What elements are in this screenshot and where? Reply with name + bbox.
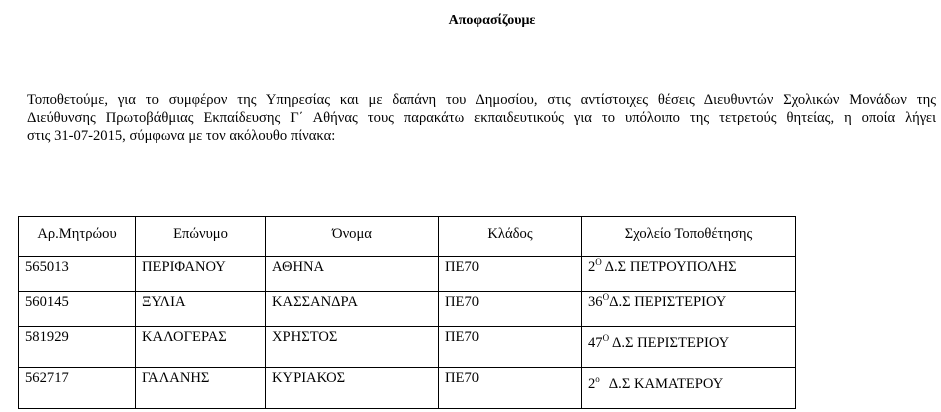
cell-branch: ΠΕ70 xyxy=(439,292,582,327)
header-branch: Κλάδος xyxy=(439,217,582,257)
table-header-row xyxy=(19,217,796,257)
cell-name: ΑΘΗΝΑ xyxy=(266,257,439,292)
cell-name: ΚΑΣΣΑΝΔΡΑ xyxy=(266,292,439,327)
school-number: 36 xyxy=(588,294,603,310)
school-number: 2 xyxy=(588,376,596,392)
school-ordinal: Ο xyxy=(602,333,610,343)
cell-surname: ΚΑΛΟΓΕΡΑΣ xyxy=(136,327,266,368)
header-name: Όνομα xyxy=(266,217,439,257)
table-row xyxy=(19,327,796,368)
cell-registry: 581929 xyxy=(19,327,136,368)
school-name: Δ.Σ ΠΕΤΡΟΥΠΟΛΗΣ xyxy=(604,259,737,275)
school-name: Δ.Σ ΠΕΡΙΣΤΕΡΙΟΥ xyxy=(611,335,730,351)
table-row xyxy=(19,368,796,409)
header-school: Σχολείο Τοποθέτησης xyxy=(582,217,796,257)
cell-registry: 562717 xyxy=(19,368,136,409)
school-ordinal: ο xyxy=(595,374,600,384)
school-number: 47 xyxy=(588,335,603,351)
cell-registry: 560145 xyxy=(19,292,136,327)
school-ordinal: Ο xyxy=(602,292,610,302)
cell-surname: ΞΥΛΙΑ xyxy=(136,292,266,327)
cell-branch: ΠΕ70 xyxy=(439,257,582,292)
cell-branch: ΠΕ70 xyxy=(439,368,582,409)
cell-school xyxy=(582,327,796,368)
placement-table xyxy=(18,216,796,409)
cell-school xyxy=(582,292,796,327)
cell-name: ΧΡΗΣΤΟΣ xyxy=(266,327,439,368)
school-number: 2 xyxy=(588,259,596,275)
cell-surname: ΓΑΛΑΝΗΣ xyxy=(136,368,266,409)
paragraph-line-1: Τοποθετούμε, για το συμφέρον της Υπηρεσίας και με δαπάνη του Δημοσίου, στις αντίστοιχες θέσεις Διευθυντών Σχολικών Μονάδων της xyxy=(27,92,936,108)
school-ordinal: Ο xyxy=(595,257,602,267)
paragraph-line-3: στις 31-07-2015, σύμφωνα με τον ακόλουθο πίνακα: xyxy=(27,128,336,144)
document-heading: Αποφασίζουμε xyxy=(448,13,536,28)
school-name: Δ.Σ ΚΑΜΑΤΕΡΟΥ xyxy=(608,376,724,392)
cell-name: ΚΥΡΙΑΚΟΣ xyxy=(266,368,439,409)
table-row xyxy=(19,257,796,292)
cell-school xyxy=(582,368,796,409)
cell-school xyxy=(582,257,796,292)
cell-registry: 565013 xyxy=(19,257,136,292)
cell-surname: ΠΕΡΙΦΑΝΟΥ xyxy=(136,257,266,292)
decision-paragraph xyxy=(27,91,936,145)
header-surname: Επώνυμο xyxy=(136,217,266,257)
table-row xyxy=(19,292,796,327)
paragraph-line-2: Διεύθυνσης Πρωτοβάθμιας Εκπαίδευσης Γ΄ Αθήνας τους παρακάτω εκπαιδευτικούς για το υπόλοιπο της τετρετούς θητείας, η οποία λήγει xyxy=(27,110,936,126)
cell-branch: ΠΕ70 xyxy=(439,327,582,368)
school-name: Δ.Σ ΠΕΡΙΣΤΕΡΙΟΥ xyxy=(609,294,727,310)
header-registry: Αρ.Μητρώου xyxy=(19,217,136,257)
